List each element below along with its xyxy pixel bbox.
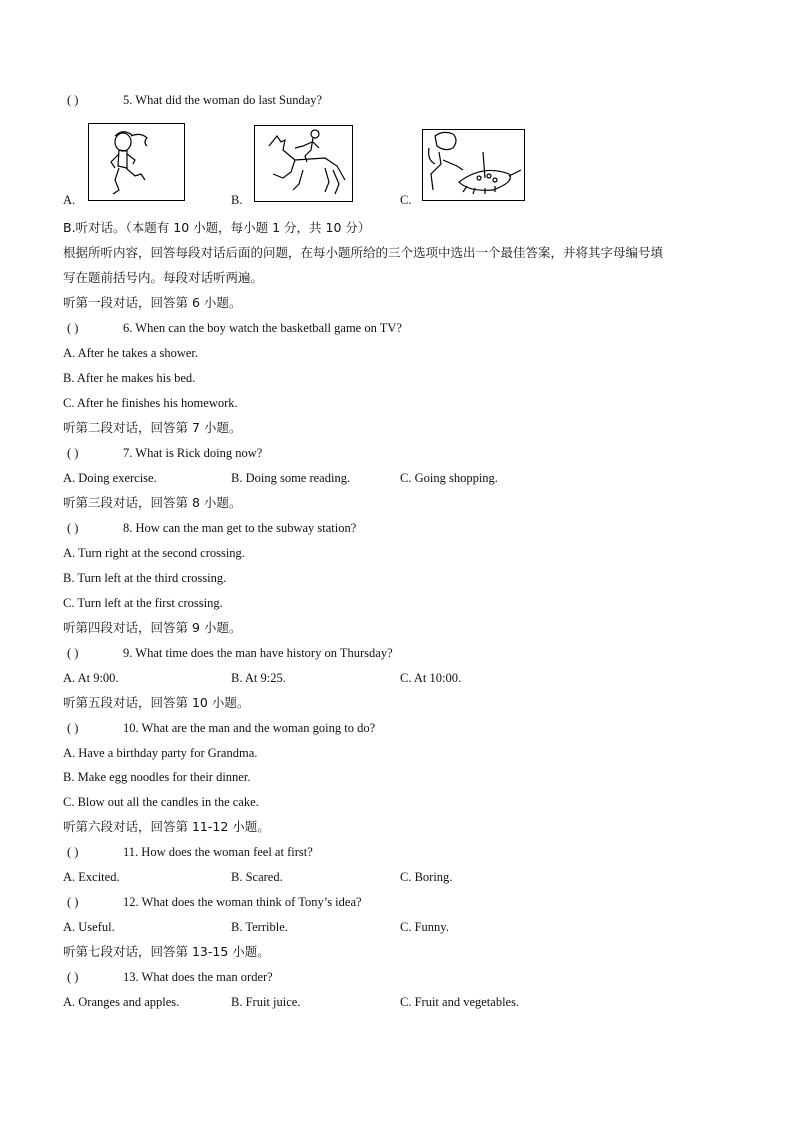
running-girl-picture[interactable] xyxy=(88,123,185,201)
answer-bracket[interactable]: ( ) xyxy=(67,646,79,660)
dialogue-4-heading: 听第四段对话，回答第 9 小题。 xyxy=(63,620,242,635)
dialogue-1-heading: 听第一段对话，回答第 6 小题。 xyxy=(63,295,242,310)
question-text: 7. What is Rick doing now? xyxy=(123,446,263,460)
question-12 xyxy=(67,894,362,910)
option-c-label: C. xyxy=(400,193,412,207)
question-text: 8. How can the man get to the subway station? xyxy=(123,521,357,535)
question-text: 6. When can the boy watch the basketball game on TV? xyxy=(123,321,402,335)
option-c: C. Going shopping. xyxy=(400,471,498,485)
option-c: C. Fruit and vegetables. xyxy=(400,995,520,1009)
dialogue-6-heading: 听第六段对话，回答第 11-12 小题。 xyxy=(63,819,270,834)
option-a: A. Excited. xyxy=(63,870,120,884)
option-a: A. Turn right at the second crossing. xyxy=(63,546,245,560)
dialogue-5-heading: 听第五段对话，回答第 10 小题。 xyxy=(63,695,250,710)
cooking-icon xyxy=(423,130,524,200)
question-6 xyxy=(67,320,402,336)
option-b: B. Make egg noodles for their dinner. xyxy=(63,770,251,784)
answer-bracket[interactable]: ( ) xyxy=(67,521,79,535)
answer-bracket[interactable]: ( ) xyxy=(67,895,79,909)
question-13 xyxy=(67,969,273,985)
question-8 xyxy=(67,520,356,536)
section-b-instructions: 根据所听内容，回答每段对话后面的问题，在每小题所给的三个选项中选出一个最佳答案，并将其字母编号填 xyxy=(63,245,664,260)
answer-bracket[interactable]: ( ) xyxy=(67,970,79,984)
section-b-instructions-cont: 写在题前括号内。每段对话听两遍。 xyxy=(63,270,264,285)
option-b: B. At 9:25. xyxy=(231,671,286,685)
question-7 xyxy=(67,445,262,461)
option-a: A. Doing exercise. xyxy=(63,471,157,485)
question-text: 9. What time does the man have history on Thursday? xyxy=(123,646,393,660)
running-girl-icon xyxy=(89,124,184,200)
option-c: C. Funny. xyxy=(400,920,449,934)
option-a: A. Oranges and apples. xyxy=(63,995,180,1009)
horse-riding-picture[interactable] xyxy=(254,125,353,202)
question-text: 13. What does the man order? xyxy=(123,970,273,984)
option-a: A. At 9:00. xyxy=(63,671,119,685)
answer-bracket[interactable]: ( ) xyxy=(67,93,79,107)
question-10 xyxy=(67,720,375,736)
answer-bracket[interactable]: ( ) xyxy=(67,446,79,460)
answer-bracket[interactable]: ( ) xyxy=(67,721,79,735)
question-text: 5. What did the woman do last Sunday? xyxy=(123,93,323,107)
cooking-picture[interactable] xyxy=(422,129,525,201)
question-text: 11. How does the woman feel at first? xyxy=(123,845,313,859)
answer-bracket[interactable]: ( ) xyxy=(67,845,79,859)
question-text: 12. What does the woman think of Tony’s idea? xyxy=(123,895,362,909)
option-b: B. After he makes his bed. xyxy=(63,371,196,385)
dialogue-3-heading: 听第三段对话，回答第 8 小题。 xyxy=(63,495,242,510)
option-b: B. Terrible. xyxy=(231,920,288,934)
option-c: C. At 10:00. xyxy=(400,671,462,685)
option-b-label: B. xyxy=(231,193,243,207)
answer-bracket[interactable]: ( ) xyxy=(67,321,79,335)
option-b: B. Scared. xyxy=(231,870,283,884)
question-5 xyxy=(67,92,322,108)
dialogue-2-heading: 听第二段对话，回答第 7 小题。 xyxy=(63,420,242,435)
option-c: C. Turn left at the first crossing. xyxy=(63,596,223,610)
option-b: B. Turn left at the third crossing. xyxy=(63,571,227,585)
section-b-heading: B.听对话。（本题有 10 小题，每小题 1 分，共 10 分） xyxy=(63,220,371,235)
question-11 xyxy=(67,844,313,860)
option-c: C. After he finishes his homework. xyxy=(63,396,238,410)
option-a-label: A. xyxy=(63,193,76,207)
question-9 xyxy=(67,645,393,661)
option-c: C. Boring. xyxy=(400,870,453,884)
option-a: A. Have a birthday party for Grandma. xyxy=(63,746,258,760)
question-text: 10. What are the man and the woman going to do? xyxy=(123,721,376,735)
option-b: B. Doing some reading. xyxy=(231,471,351,485)
option-b: B. Fruit juice. xyxy=(231,995,301,1009)
option-a: A. Useful. xyxy=(63,920,115,934)
option-a: A. After he takes a shower. xyxy=(63,346,199,360)
dialogue-7-heading: 听第七段对话，回答第 13-15 小题。 xyxy=(63,944,270,959)
horse-riding-icon xyxy=(255,126,352,201)
option-c: C. Blow out all the candles in the cake. xyxy=(63,795,259,809)
